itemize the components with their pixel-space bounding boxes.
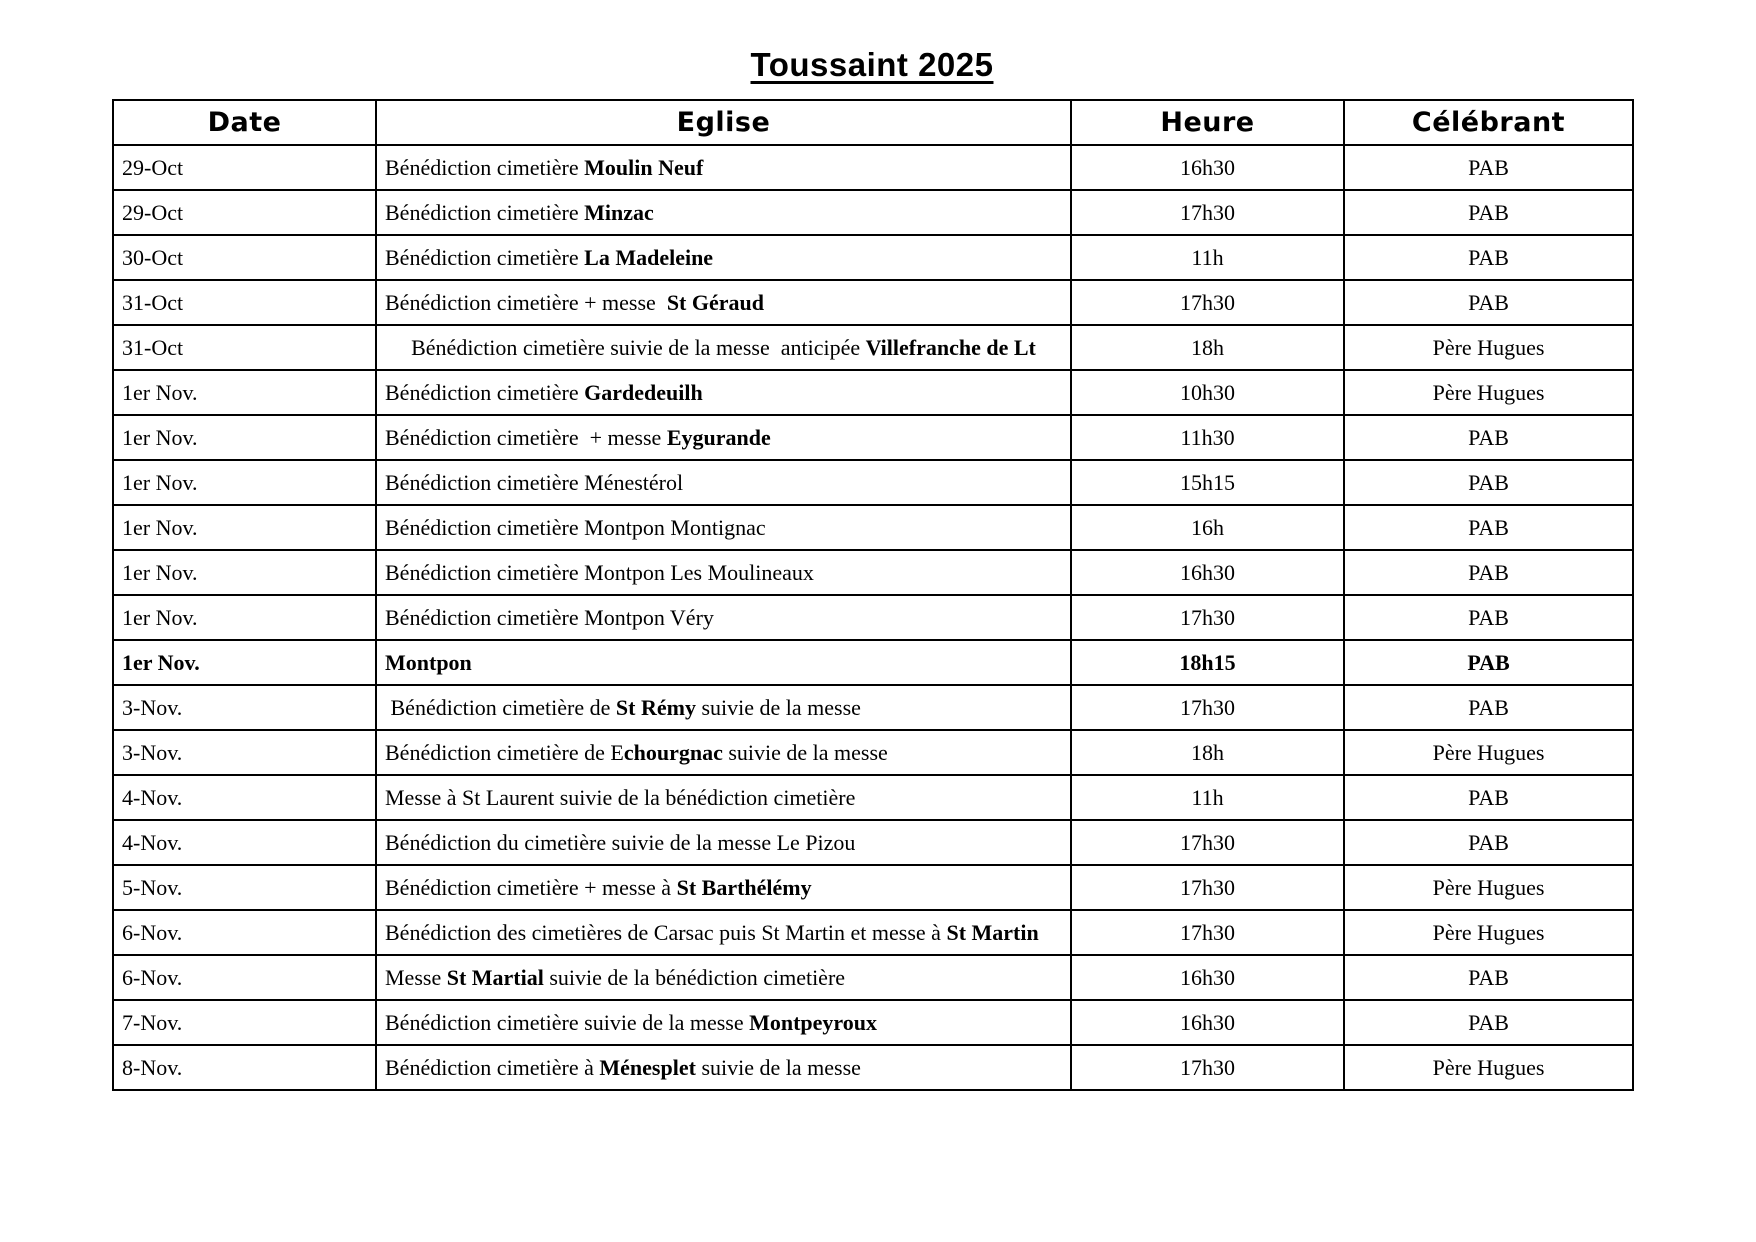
date-cell: 29-Oct xyxy=(113,145,376,190)
eglise-cell: Bénédiction cimetière + messe à St Barthélémy xyxy=(376,865,1071,910)
heure-cell: 18h15 xyxy=(1071,640,1344,685)
column-header-heure: Heure xyxy=(1071,100,1344,145)
table-row xyxy=(113,460,1633,505)
header-row xyxy=(113,100,1633,145)
celebrant-cell: Père Hugues xyxy=(1344,730,1633,775)
celebrant-cell: PAB xyxy=(1344,775,1633,820)
date-cell: 6-Nov. xyxy=(113,955,376,1000)
eglise-cell: Bénédiction cimetière de St Rémy suivie de la messe xyxy=(376,685,1071,730)
heure-cell: 17h30 xyxy=(1071,685,1344,730)
schedule-table xyxy=(112,99,1634,1091)
celebrant-cell: PAB xyxy=(1344,145,1633,190)
table-row xyxy=(113,1045,1633,1090)
heure-cell: 17h30 xyxy=(1071,820,1344,865)
date-cell: 5-Nov. xyxy=(113,865,376,910)
table-row xyxy=(113,145,1633,190)
heure-cell: 18h xyxy=(1071,325,1344,370)
date-cell: 8-Nov. xyxy=(113,1045,376,1090)
heure-cell: 11h30 xyxy=(1071,415,1344,460)
heure-cell: 18h xyxy=(1071,730,1344,775)
heure-cell: 16h30 xyxy=(1071,550,1344,595)
heure-cell: 11h xyxy=(1071,775,1344,820)
date-cell: 1er Nov. xyxy=(113,640,376,685)
celebrant-cell: PAB xyxy=(1344,640,1633,685)
page-title: Toussaint 2025 xyxy=(750,46,994,83)
table-row xyxy=(113,280,1633,325)
table-row xyxy=(113,775,1633,820)
column-header-eglise: Eglise xyxy=(376,100,1071,145)
date-cell: 6-Nov. xyxy=(113,910,376,955)
eglise-cell: Bénédiction cimetière La Madeleine xyxy=(376,235,1071,280)
celebrant-cell: PAB xyxy=(1344,685,1633,730)
column-header-date: Date xyxy=(113,100,376,145)
table-row xyxy=(113,595,1633,640)
date-cell: 7-Nov. xyxy=(113,1000,376,1045)
heure-cell: 17h30 xyxy=(1071,865,1344,910)
eglise-cell: Messe St Martial suivie de la bénédiction cimetière xyxy=(376,955,1071,1000)
eglise-cell: Bénédiction cimetière Montpon Montignac xyxy=(376,505,1071,550)
title-container xyxy=(112,46,1632,84)
table-row xyxy=(113,1000,1633,1045)
eglise-cell: Bénédiction cimetière à Ménesplet suivie de la messe xyxy=(376,1045,1071,1090)
table-row xyxy=(113,820,1633,865)
date-cell: 31-Oct xyxy=(113,325,376,370)
celebrant-cell: PAB xyxy=(1344,190,1633,235)
table-body xyxy=(113,145,1633,1090)
date-cell: 30-Oct xyxy=(113,235,376,280)
eglise-cell: Bénédiction cimetière Montpon Les Moulineaux xyxy=(376,550,1071,595)
eglise-cell: Bénédiction cimetière suivie de la messe Montpeyroux xyxy=(376,1000,1071,1045)
eglise-cell: Bénédiction des cimetières de Carsac puis St Martin et messe à St Martin xyxy=(376,910,1071,955)
eglise-cell: Bénédiction cimetière Montpon Véry xyxy=(376,595,1071,640)
celebrant-cell: Père Hugues xyxy=(1344,910,1633,955)
celebrant-cell: PAB xyxy=(1344,280,1633,325)
celebrant-cell: PAB xyxy=(1344,235,1633,280)
table-row xyxy=(113,235,1633,280)
table-row xyxy=(113,415,1633,460)
eglise-cell: Montpon xyxy=(376,640,1071,685)
date-cell: 1er Nov. xyxy=(113,595,376,640)
heure-cell: 15h15 xyxy=(1071,460,1344,505)
celebrant-cell: PAB xyxy=(1344,955,1633,1000)
eglise-cell: Bénédiction du cimetière suivie de la messe Le Pizou xyxy=(376,820,1071,865)
eglise-cell: Bénédiction cimetière de Echourgnac suivie de la messe xyxy=(376,730,1071,775)
eglise-cell: Bénédiction cimetière + messe Eygurande xyxy=(376,415,1071,460)
date-cell: 3-Nov. xyxy=(113,685,376,730)
table-row xyxy=(113,640,1633,685)
heure-cell: 16h30 xyxy=(1071,1000,1344,1045)
table-row xyxy=(113,190,1633,235)
table-row xyxy=(113,325,1633,370)
table-row xyxy=(113,505,1633,550)
eglise-cell: Messe à St Laurent suivie de la bénédiction cimetière xyxy=(376,775,1071,820)
heure-cell: 16h30 xyxy=(1071,955,1344,1000)
heure-cell: 17h30 xyxy=(1071,595,1344,640)
heure-cell: 17h30 xyxy=(1071,280,1344,325)
eglise-cell: Bénédiction cimetière + messe St Géraud xyxy=(376,280,1071,325)
heure-cell: 17h30 xyxy=(1071,1045,1344,1090)
heure-cell: 11h xyxy=(1071,235,1344,280)
celebrant-cell: PAB xyxy=(1344,550,1633,595)
eglise-cell: Bénédiction cimetière suivie de la messe anticipée Villefranche de Lt xyxy=(376,325,1071,370)
heure-cell: 17h30 xyxy=(1071,190,1344,235)
table-row xyxy=(113,370,1633,415)
date-cell: 4-Nov. xyxy=(113,775,376,820)
date-cell: 1er Nov. xyxy=(113,505,376,550)
celebrant-cell: Père Hugues xyxy=(1344,865,1633,910)
date-cell: 3-Nov. xyxy=(113,730,376,775)
heure-cell: 16h xyxy=(1071,505,1344,550)
heure-cell: 10h30 xyxy=(1071,370,1344,415)
table-row xyxy=(113,910,1633,955)
heure-cell: 16h30 xyxy=(1071,145,1344,190)
celebrant-cell: Père Hugues xyxy=(1344,325,1633,370)
table-row xyxy=(113,865,1633,910)
column-header-celebrant: Célébrant xyxy=(1344,100,1633,145)
celebrant-cell: PAB xyxy=(1344,595,1633,640)
eglise-cell: Bénédiction cimetière Moulin Neuf xyxy=(376,145,1071,190)
date-cell: 1er Nov. xyxy=(113,460,376,505)
date-cell: 1er Nov. xyxy=(113,550,376,595)
date-cell: 1er Nov. xyxy=(113,370,376,415)
eglise-cell: Bénédiction cimetière Gardedeuilh xyxy=(376,370,1071,415)
table-row xyxy=(113,685,1633,730)
celebrant-cell: PAB xyxy=(1344,415,1633,460)
date-cell: 31-Oct xyxy=(113,280,376,325)
celebrant-cell: PAB xyxy=(1344,820,1633,865)
eglise-cell: Bénédiction cimetière Minzac xyxy=(376,190,1071,235)
celebrant-cell: Père Hugues xyxy=(1344,1045,1633,1090)
celebrant-cell: Père Hugues xyxy=(1344,370,1633,415)
table-header xyxy=(113,100,1633,145)
date-cell: 1er Nov. xyxy=(113,415,376,460)
celebrant-cell: PAB xyxy=(1344,1000,1633,1045)
table-row xyxy=(113,730,1633,775)
heure-cell: 17h30 xyxy=(1071,910,1344,955)
table-row xyxy=(113,955,1633,1000)
celebrant-cell: PAB xyxy=(1344,460,1633,505)
table-row xyxy=(113,550,1633,595)
eglise-cell: Bénédiction cimetière Ménestérol xyxy=(376,460,1071,505)
celebrant-cell: PAB xyxy=(1344,505,1633,550)
date-cell: 29-Oct xyxy=(113,190,376,235)
date-cell: 4-Nov. xyxy=(113,820,376,865)
